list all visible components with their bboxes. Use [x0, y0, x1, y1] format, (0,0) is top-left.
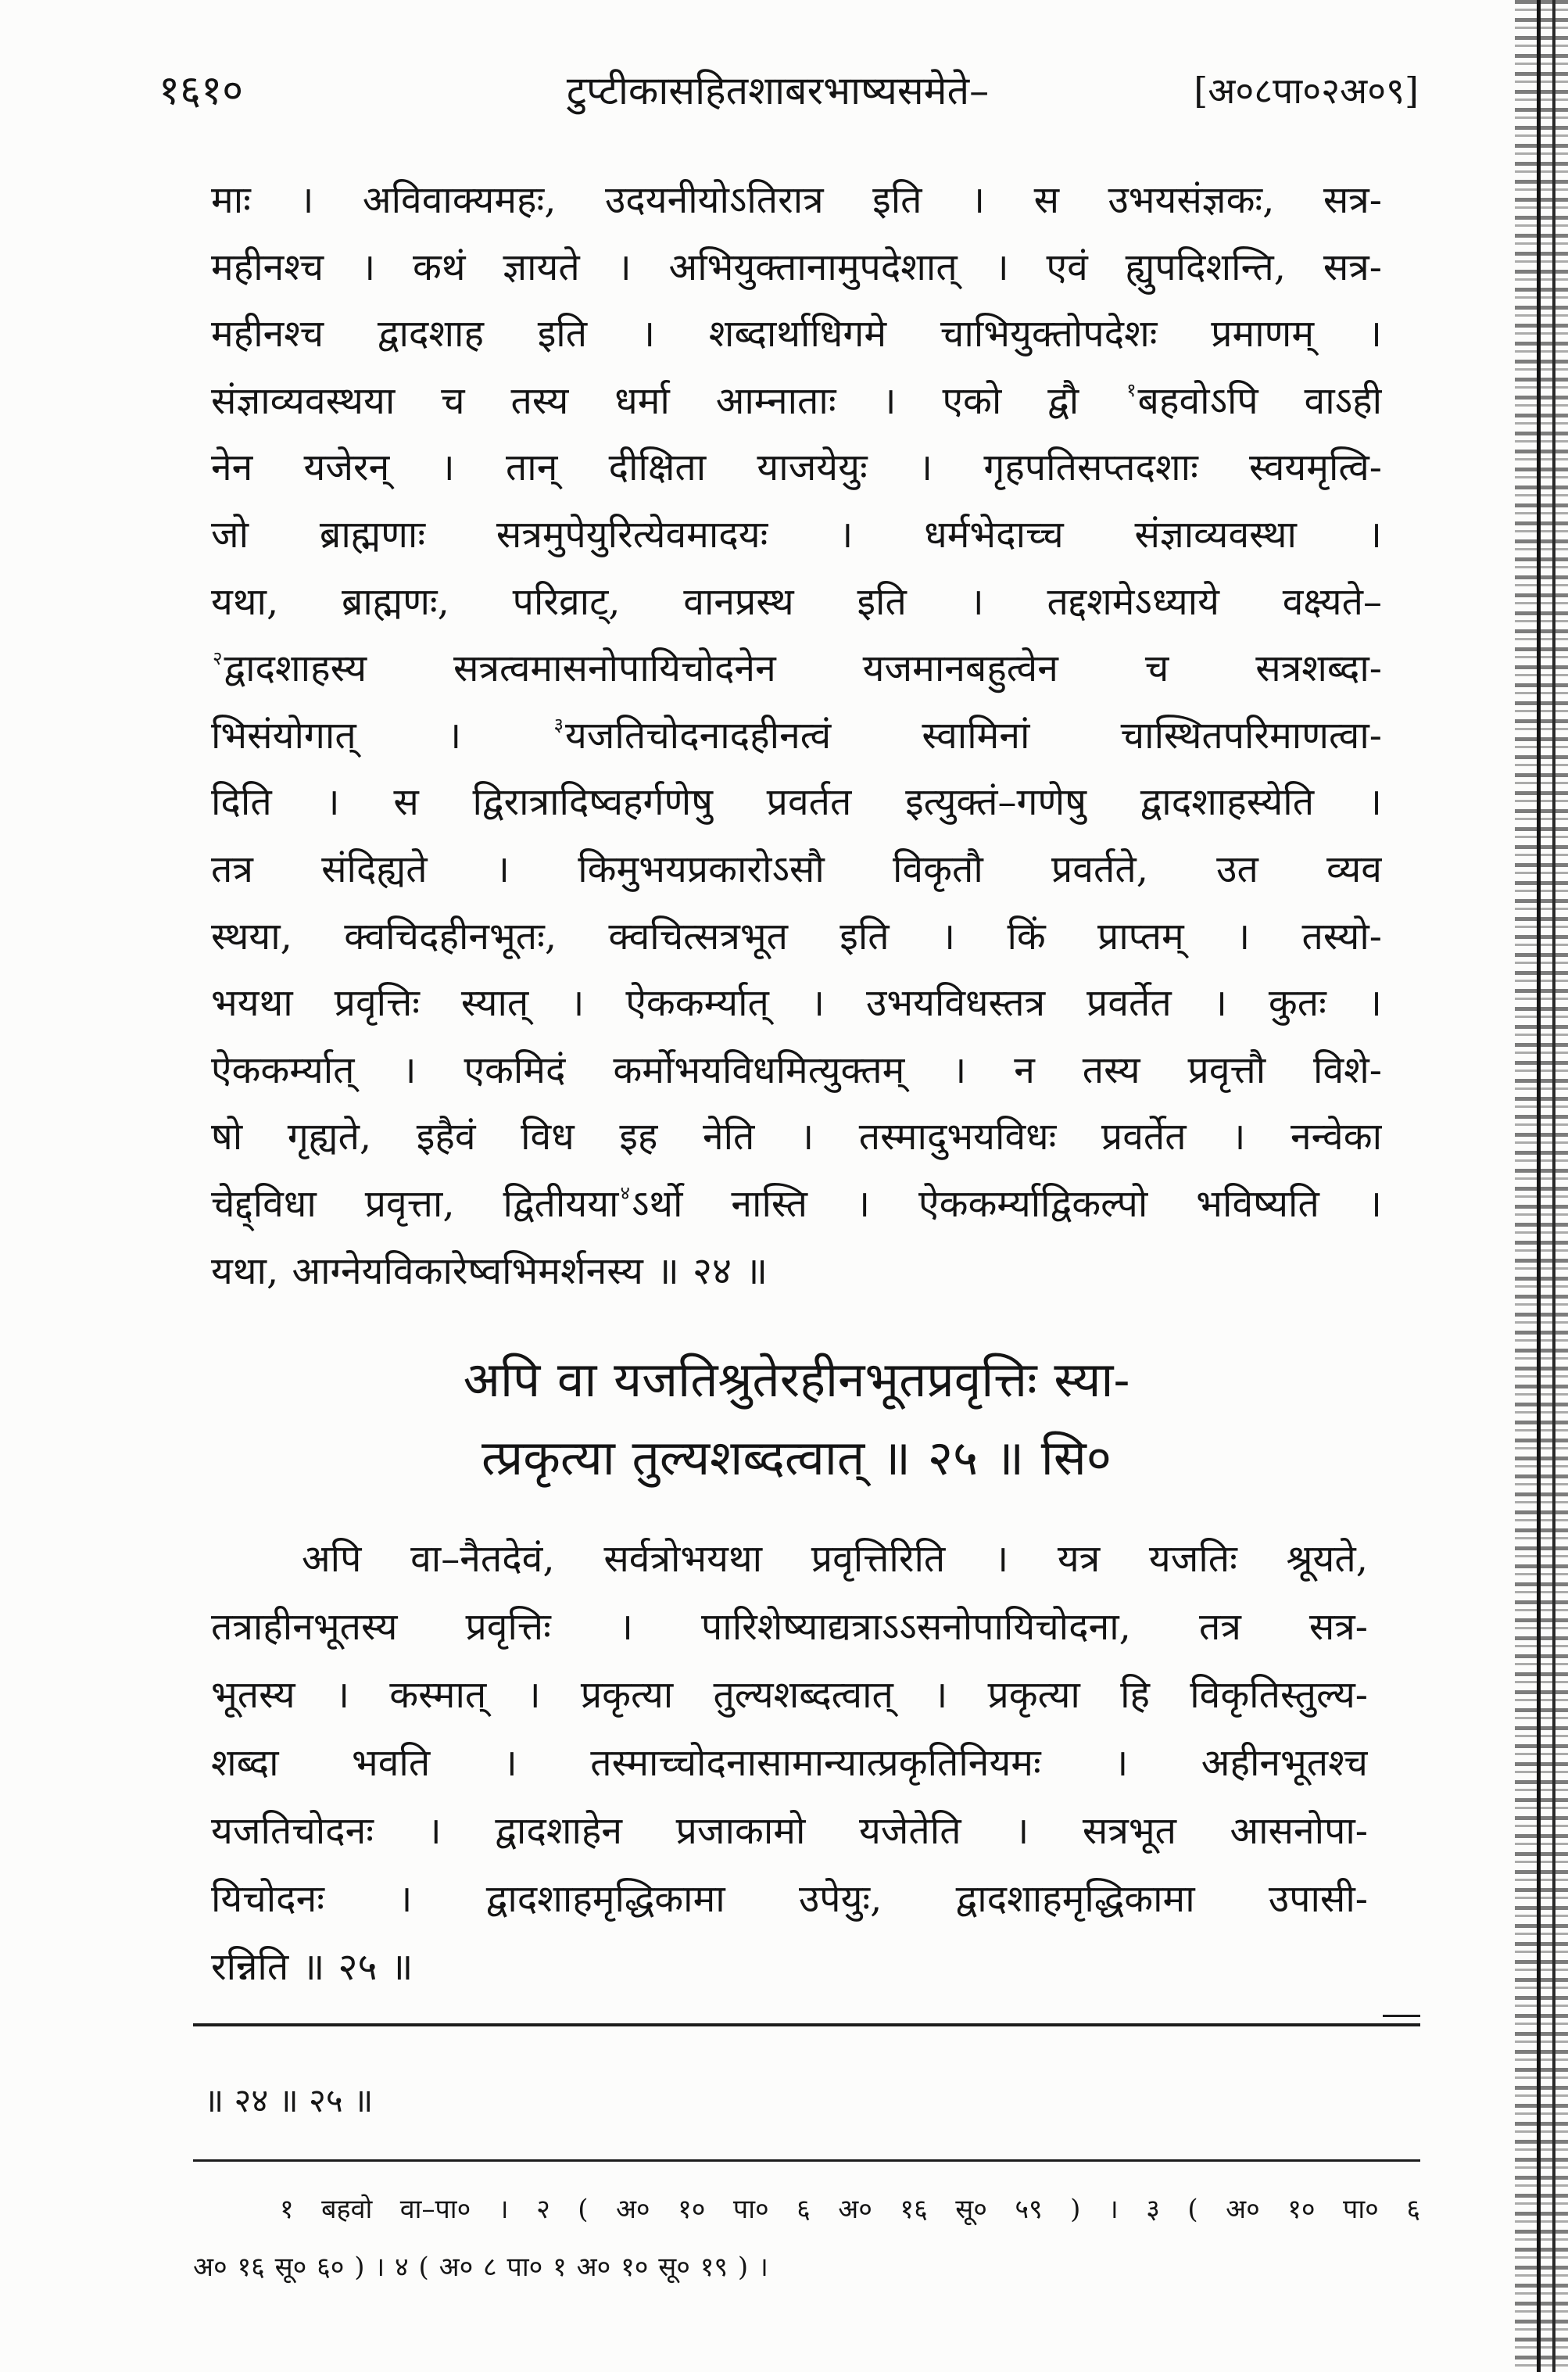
commentary-line: भूतस्य । कस्मात् । प्रकृत्या तुल्यशब्दत्वात् । प्रकृत्या हि विकृतिस्तुल्य- — [211, 1673, 1368, 1717]
footnote-line: अ० १६ सू० ६० ) । ४ ( अ० ८ पा० १ अ० १० सू० १९ ) । — [193, 2252, 768, 2283]
bhashya-line: तत्र संदिह्यते । किमुभयप्रकारोऽसौ विकृतौ प्रवर्तते, उत व्यव — [211, 847, 1382, 891]
commentary-line: यजतिचोदनः । द्वादशाहेन प्रजाकामो यजेतेति । सत्रभूत आसनोपा- — [211, 1809, 1368, 1853]
sutra-block — [211, 1341, 1382, 1497]
footnotes-block — [193, 2180, 1420, 2296]
footnote-separator-rule — [193, 2159, 1420, 2162]
bhashya-line: जो ब्राह्मणाः सत्रमुपेयुरित्येवमादयः । धर्मभेदाच्च संज्ञाव्यवस्था । — [211, 512, 1382, 557]
commentary-line: यिचोदनः । द्वादशाहमृद्धिकामा उपेयुः, द्वादशाहमृद्धिकामा उपासी- — [211, 1877, 1368, 1921]
commentary-line: रन्निति ॥ २५ ॥ — [211, 1945, 413, 1989]
commentary-line: तत्राहीनभूतस्य प्रवृत्तिः । पारिशेष्याद्यत्राऽऽसनोपायिचोदना, तत्र सत्र- — [211, 1605, 1368, 1649]
bhashya-line: माः । अविवाक्यमहः, उदयनीयोऽतिरात्र इति । स उभयसंज्ञकः, सत्र- — [211, 178, 1382, 222]
text-segment: बहवोऽपि वाऽही — [1137, 378, 1382, 423]
bhashya-line: नेन यजेरन् । तान् दीक्षिता याजयेयुः । गृहपतिसप्तदशाः स्वयमृत्वि- — [211, 446, 1382, 490]
footnote-marker: २ — [213, 647, 223, 669]
text-segment: चेद्द्विधा प्रवृत्ता, द्वितीयया — [211, 1181, 619, 1226]
bhashya-line: स्थया, क्वचिदहीनभूतः, क्वचित्सत्रभूत इति । किं प्राप्तम् । तस्यो- — [211, 914, 1382, 958]
book-binding-edge — [1515, 0, 1568, 2372]
bhashya-line: दिति । स द्विरात्रादिष्वहर्गणेषु प्रवर्तत इत्युक्तं–गणेषु द्वादशाहस्येति । — [211, 780, 1382, 825]
bhashya-line: षो गृह्यते, इहैवं विध इह नेति । तस्मादुभयविधः प्रवर्तेत । नन्वेका — [211, 1115, 1382, 1159]
bhashya-line: महीनश्च । कथं ज्ञायते । अभियुक्तानामुपदेशात् । एवं ह्युपदिशन्ति, सत्र- — [211, 245, 1382, 289]
commentary-text-block — [211, 1525, 1368, 2001]
sutra-index: ॥ २४ ॥ २५ ॥ — [204, 2081, 374, 2119]
text-segment: भिसंयोगात् । — [211, 713, 553, 758]
text-segment: द्वादशाहस्य सत्रत्वमासनोपायिचोदनेन यजमानबहुत्वेन च सत्रशब्दा- — [224, 647, 1382, 691]
running-title: टुप्टीकासहितशाबरभाष्यसमेते– — [566, 68, 990, 113]
text-segment: ऽर्थो नास्ति । ऐककर्म्याद्विकल्पो भविष्यति । — [631, 1181, 1382, 1226]
footnote-marker: १ — [1126, 379, 1137, 402]
bhashya-line — [211, 1171, 1382, 1238]
section-reference: [अ०८पा०२अ०९] — [1194, 70, 1419, 112]
bhashya-line: महीनश्च द्वादशाह इति । शब्दार्थाधिगमे चाभियुक्तोपदेशः प्रमाणम् । — [211, 312, 1382, 357]
text-segment: यजतिचोदनादहीनत्वं स्वामिनां चास्थितपरिमाणत्वा- — [564, 713, 1382, 758]
bhashya-text-block — [211, 167, 1382, 1305]
sutra-line: त्प्रकृत्या तुल्यशब्दत्वात् ॥ २५ ॥ सि० — [481, 1429, 1112, 1486]
bhashya-line: ऐककर्म्यात् । एकमिदं कर्मोभयविधमित्युक्तम् । न तस्य प्रवृत्तौ विशे- — [211, 1048, 1382, 1092]
footnote-marker: ४ — [620, 1182, 630, 1205]
bhashya-line: यथा, आग्नेयविकारेष्वभिमर्शनस्य ॥ २४ ॥ — [211, 1249, 768, 1293]
sutra-line: अपि वा यजतिश्रुतेरहीनभूतप्रवृत्तिः स्या- — [463, 1351, 1130, 1408]
footnote-marker: ३ — [553, 714, 564, 736]
bhashya-line — [211, 368, 1382, 435]
commentary-line: अपि वा–नैतदेवं, सर्वत्रोभयथा प्रवृत्तिरिति । यत्र यजतिः श्रूयते, — [302, 1537, 1368, 1581]
bhashya-line — [211, 703, 1382, 770]
bhashya-line: यथा, ब्राह्मणः, परिव्राट्, वानप्रस्थ इति । तद्दशमेऽध्याये वक्ष्यते– — [211, 579, 1382, 624]
footnote-separator-rule-accent — [1383, 2015, 1420, 2017]
commentary-line: शब्दा भवति । तस्माच्चोदनासामान्यात्प्रकृतिनियमः । अहीनभूतश्च — [211, 1741, 1368, 1785]
footnote-separator-rule — [193, 2023, 1420, 2026]
bhashya-line — [211, 636, 1382, 703]
page-number: १६१० — [159, 67, 244, 114]
text-segment: संज्ञाव्यवस्थया च तस्य धर्मा आम्नाताः । एको द्वौ — [211, 378, 1126, 423]
footnote-line: १ बहवो वा–पा० । २ ( अ० १० पा० ६ अ० १६ सू० ५९ ) । ३ ( अ० १० पा० ६ — [280, 2194, 1420, 2225]
bhashya-line: भयथा प्रवृत्तिः स्यात् । ऐककर्म्यात् । उभयविधस्तत्र प्रवर्तेत । कुतः । — [211, 981, 1382, 1026]
